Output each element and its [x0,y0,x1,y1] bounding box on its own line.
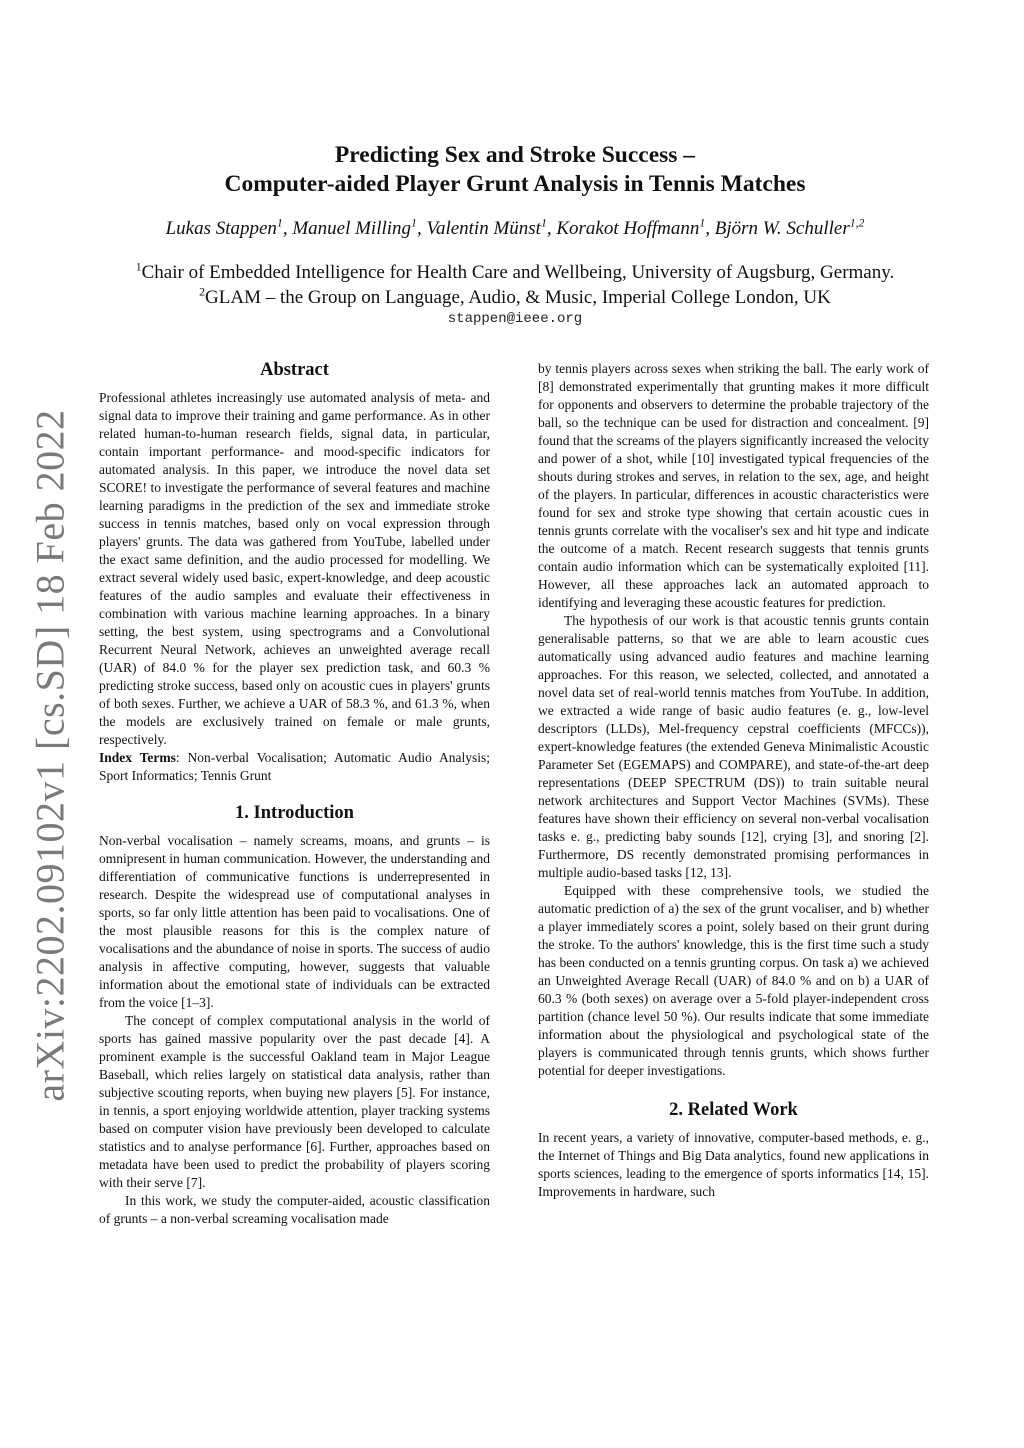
affiliation-text: Chair of Embedded Intelligence for Health Care and Wellbeing, University of Augsburg, Germany. [141,262,895,283]
contact-email: stappen@ieee.org [447,311,583,327]
right-column [538,360,929,1201]
author-list: Lukas Stappen$^1$, Manuel Milling$^1$, Valentin Münst$^1$, Korakot Hoffmann$^1$, Björn W. Schuller$^{1,2}$ [165,216,865,239]
index-terms-text: : Non-verbal Vocalisation; Automatic Audio Analysis; Sport Informatics; Tennis Grunt [99,750,490,783]
arxiv-id: arXiv:2202.09102v1 [cs.SD] 18 Feb 2022 [27,408,73,1102]
intro-paragraph-3: In this work, we study the computer-aided, acoustic classification of grunts – a non-verbal screaming vocalisation made [99,1193,490,1226]
affiliations [80,260,950,310]
author-affiliation-mark: 1 [540,216,547,230]
author-name: Korakot Hoffmann [556,218,700,239]
affiliation-1 [80,260,950,285]
hypothesis-paragraph: The hypothesis of our work is that acoustic tennis grunts contain generalisable patterns, so that we are able to learn acoustic cues automatically using advanced audio features and machine learning approaches. For this reason, we selected, collected, and annotated a novel data set of real-world tennis matches from YouTube. In addition, we extracted a wide range of basic audio features (e. g., low-level descriptors (LLDs), Mel-frequency cepstral coefficients (MFCCs)), expert-knowledge features (the extended Geneva Minimalistic Acoustic Parameter Set (EGEMAPS) and COMPARE), and state-of-the-art deep representations (DEEP SPECTRUM (DS)) to train suitable neural network architectures and Support Vector Machines (SVMs). These features have shown their efficiency on several non-verbal vocalisation tasks e. g., predicting baby sounds [12], crying [3], and snoring [2]. Furthermore, DS recently demonstrated promising performances in multiple audio-based tasks [12, 13]. [538,613,929,880]
author-affiliation-mark: 1 [699,216,706,230]
author-name: Valentin Münst [426,218,541,239]
paper-title [100,141,930,199]
affiliation-mark: 2 [199,285,206,299]
affiliation-2 [80,285,950,310]
affiliation-text: GLAM – the Group on Language, Audio, & Music, Imperial College London, UK [205,287,831,308]
affiliation-mark: 1 [135,260,142,274]
related-work-heading: 2. Related Work [669,1100,798,1120]
author-affiliation-mark: 1 [411,216,417,230]
intro-continued-paragraph: by tennis players across sexes when striking the ball. The early work of [8] demonstrated experimentally that grunting makes it more difficult for opponents and observers to determine the probable trajectory of the ball, so the technique can be used for distraction and concealment. [9] found that the screams of the players significantly increased the velocity and power of a shot, while [10] investigated typical frequencies of the shouts during strokes and serves, in relation to the sex, age, and height of the players. In particular, differences in acoustic characteristics were found for sex and stroke type showing that certain acoustic cues in tennis grunts correlate with the vocaliser's sex and hit type and indicate the outcome of a match. Recent research suggests that tennis grunts contain audio information which can be systematically exploited [11]. However, all these approaches lack an automated approach to identifying and leveraging these acoustic features for prediction. [538,361,929,610]
intro-paragraph-2: The concept of complex computational analysis in the world of sports has gained massive popularity over the past decade [4]. A prominent example is the successful Oakland team in Major League Baseball, which relies largely on statistical data analysis, rather than subjective scouting reports, when buying new players [5]. For instance, in tennis, a sport enjoying worldwide attention, player tracking systems based on computer vision have previously been developed to calculate statistics and to analyse performance [6]. Further, approaches based on metadata have been used to predict the probability of players scoring with their serve [7]. [99,1013,490,1190]
related-work-paragraph: In recent years, a variety of innovative, computer-based methods, e. g., the Internet of Things and Big Data analytics, found new applications in sports sciences, leading to the emergence of sports informatics [14, 15]. Improvements in hardware, such [538,1130,929,1199]
author-affiliation-mark: 1,2 [849,216,865,230]
index-terms [99,749,490,785]
author-affiliation-mark: 1 [276,216,283,230]
arxiv-watermark [27,408,73,1102]
index-terms-label: Index Terms [99,750,176,765]
title-line-2: Computer-aided Player Grunt Analysis in Tennis Matches [224,171,806,197]
title-line-1: Predicting Sex and Stroke Success – [334,142,696,168]
intro-paragraph-1: Non-verbal vocalisation – namely screams, moans, and grunts – is omnipresent in human communication. However, the understanding and differentiation of communicative functions is underrepresented in research. Despite the widespread use of computational analyses in sports, so far only little attention has been paid to vocalisations. One of the most plausible reasons for this is the complex nature of vocalisations and the abundance of noise in sports. The success of audio analysis in affective computing, however, suggests that valuable information about the emotional state of individuals can be extracted from the voice [1–3]. [99,833,490,1010]
author-name: Björn W. Schuller [714,218,850,239]
author-name: Manuel Milling [292,218,412,239]
author-name: Lukas Stappen [165,218,277,239]
left-column [99,360,490,1228]
abstract-text: Professional athletes increasingly use automated analysis of meta- and signal data to improve their training and game performance. As in other related human-to-human research fields, signal data, in particular, contain important performance- and mood-specific indicators for automated analysis. In this paper, we introduce the novel data set SCORE! to investigate the performance of several features and machine learning paradigms in the prediction of the sex and immediate stroke success in tennis matches, based only on vocal expression through players' grunts. The data was gathered from YouTube, labelled under the exact same definition, and the audio processed for modelling. We extract several widely used basic, expert-knowledge, and deep acoustic features of the audio samples and evaluate their effectiveness in combination with various machine learning approaches. In a binary setting, the best system, using spectrograms and a Convolutional Recurrent Neural Network, achieves an unweighted average recall (UAR) of 84.0 % for the player sex prediction task, and 60.3 % predicting stroke success, based only on acoustic cues in players' grunts of both sexes. Further, we achieve a UAR of 58.3 %, and 61.3 %, when the models are exclusively trained on female or male grunts, respectively. [99,390,490,747]
results-paragraph: Equipped with these comprehensive tools, we studied the automatic prediction of a) the sex of the grunt vocaliser, and b) whether a player immediately scores a point, solely based on their grunt during the stroke. To the authors' knowledge, this is the first time such a study has been conducted on a tennis grunting corpus. On task a) we achieved an Unweighted Average Recall (UAR) of 84.0 % and on b) a UAR of 60.3 % (both sexes) on average over a 5-fold player-independent cross partition (chance level 50 %). Our results indicate that some immediate information about the physiological and psychological state of the players is communicated through tennis grunts, which shows further potential for deeper investigations. [538,883,929,1078]
abstract-heading: Abstract [260,360,329,380]
introduction-heading: 1. Introduction [235,803,354,823]
